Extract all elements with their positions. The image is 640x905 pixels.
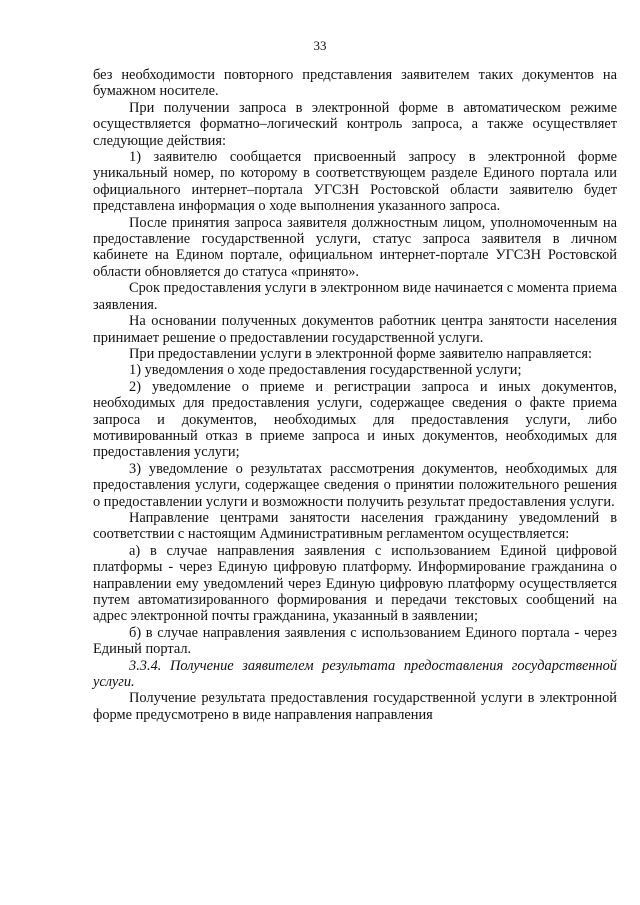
page-number: 33 [313,38,327,53]
paragraph: При получении запроса в электронной форме в автоматическом режиме осуществляется форматно–логический контроль запроса, а также осуществляет следующие действия: [93,99,617,149]
document-body [93,67,617,723]
paragraph: 3) уведомление о результатах рассмотрения документов, необходимых для предоставления услуги, содержащее сведения о принятии положительного решения о предоставлении услуги и возможности получить результат предоставления услуги. [93,460,617,510]
paragraph: а) в случае направления заявления с использованием Единой цифровой платформы - через Единую цифровую платформу. Информирование гражданина о направлении ему уведомлений через Единую цифровую платформу осуществляется путем автоматизированного формирования и передачи текстовых сообщений на адрес электронной почты гражданина, указанный в заявлении; [93,542,617,625]
section-heading: 3.3.4. Получение заявителем результата предоставления государственной услуги. [93,657,617,691]
paragraph: 1) уведомления о ходе предоставления государственной услуги; [129,362,522,379]
paragraph: 2) уведомление о приеме и регистрации запроса и иных документов, необходимых для предоставления услуги, содержащее сведения о факте приема запроса и документов, необходимых для предоставления услуги, либо мотивированный отказ в приеме запроса и иных документов, необходимых для предоставления услуги; [93,378,617,461]
paragraph: Срок предоставления услуги в электронном виде начинается с момента приема заявления. [93,280,617,313]
paragraph: На основании полученных документов работник центра занятости населения принимает решение о предоставлении государственной услуги. [93,313,617,346]
paragraph: без необходимости повторного представления заявителем таких документов на бумажном носителе. [93,67,617,100]
paragraph: 1) заявителю сообщается присвоенный запросу в электронной форме уникальный номер, по которому в соответствующем разделе Единого портала или официального интернет–портала УГСЗН Ростовской области заявителю будет представлена информация о ходе выполнения указанного запроса. [93,149,617,215]
paragraph: Направление центрами занятости населения гражданину уведомлений в соответствии с настоящим Административным регламентом осуществляется: [93,509,617,543]
paragraph: После принятия запроса заявителя должностным лицом, уполномоченным на предоставление государственной услуги, статус запроса заявителя в личном кабинете на Едином портале, официальном интернет-портале УГСЗН Ростовской области обновляется до статуса «принято». [93,214,617,280]
paragraph: б) в случае направления заявления с использованием Единого портала - через Единый портал. [93,624,617,658]
paragraph: Получение результата предоставления государственной услуги в электронной форме предусмотрено в виде направления направления [93,690,617,723]
paragraph: При предоставлении услуги в электронной форме заявителю направляется: [129,345,592,362]
